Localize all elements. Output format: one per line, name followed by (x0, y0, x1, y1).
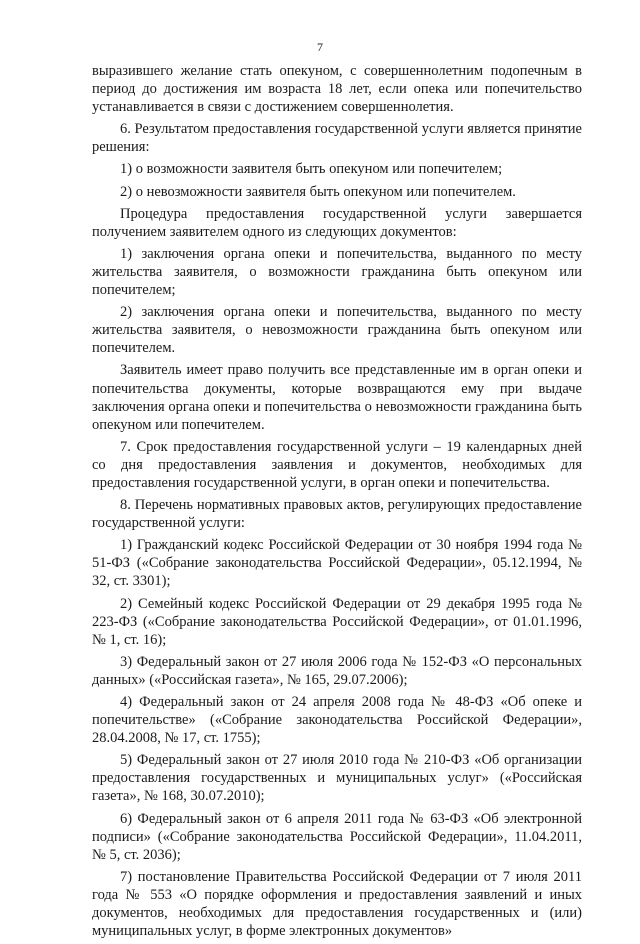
paragraph: 6) Федеральный закон от 6 апреля 2011 года № 63-ФЗ «Об электронной подписи» («Собрание законодательства Российской Федерации», 11.04.2011, № 5, ст. 2036); (92, 810, 582, 863)
paragraph: 8. Перечень нормативных правовых актов, регулирующих предоставление государственной услуги: (92, 497, 582, 532)
paragraph: 6. Результатом предоставления государственной услуги является принятие решения: (92, 121, 582, 156)
paragraph: 4) Федеральный закон от 24 апреля 2008 года № 48-ФЗ «Об опеке и попечительстве» («Собрание законодательства Российской Федерации», 28.04.2008, № 17, ст. 1755); (92, 694, 582, 747)
paragraph: 2) о невозможности заявителя быть опекуном или попечителем. (120, 183, 516, 200)
paragraph: выразившего желание стать опекуном, с совершеннолетним подопечным в период до достижения им возраста 18 лет, если опека или попечительство устанавливается в связи с достижением совершеннолетия. (92, 63, 582, 116)
paragraph: Процедура предоставления государственной услуги завершается получением заявителем одного из следующих документов: (92, 205, 582, 240)
paragraph: 1) о возможности заявителя быть опекуном или попечителем; (120, 161, 503, 178)
paragraph: 7. Срок предоставления государственной услуги – 19 календарных дней со дня предоставления заявления и документов, необходимых для предоставления государственной услуги, в орган опеки и попечительства. (92, 438, 582, 491)
paragraph: 2) Семейный кодекс Российской Федерации от 29 декабря 1995 года № 223-ФЗ («Собрание законодательства Российской Федерации», от 01.01.1996, № 1, ст. 16); (92, 595, 582, 648)
paragraph: 5) Федеральный закон от 27 июля 2010 года № 210-ФЗ «Об организации предоставления государственных и муниципальных услуг» («Российская газета», № 168, 30.07.2010); (92, 752, 582, 805)
paragraph: Заявитель имеет право получить все представленные им в орган опеки и попечительства документы, которые возвращаются ему при выдаче заключения органа опеки и попечительства о невозможности гражданина быть опекуном или попечителем. (92, 362, 582, 433)
paragraph: 1) Гражданский кодекс Российской Федерации от 30 ноября 1994 года № 51-ФЗ («Собрание законодательства Российской Федерации», 05.12.1994, № 32, ст. 3301); (92, 537, 582, 590)
document-body (92, 62, 582, 944)
paragraph: 3) Федеральный закон от 27 июля 2006 года № 152-ФЗ «О персональных данных» («Российская газета», № 165, 29.07.2006); (92, 653, 582, 688)
paragraph: 2) заключения органа опеки и попечительства, выданного по месту жительства заявителя, о невозможности гражданина быть опекуном или попечителем. (92, 304, 582, 357)
page-number: 7 (317, 40, 323, 54)
paragraph: 7) постановление Правительства Российской Федерации от 7 июля 2011 года № 553 «О порядке оформления и предоставления заявлений и иных документов, необходимых для предоставления государственных и (или) муниципальных услуг, в форме электронных документов» (92, 868, 582, 940)
paragraph: 1) заключения органа опеки и попечительства, выданного по месту жительства заявителя, о возможности гражданина быть опекуном или попечителем; (92, 245, 582, 299)
